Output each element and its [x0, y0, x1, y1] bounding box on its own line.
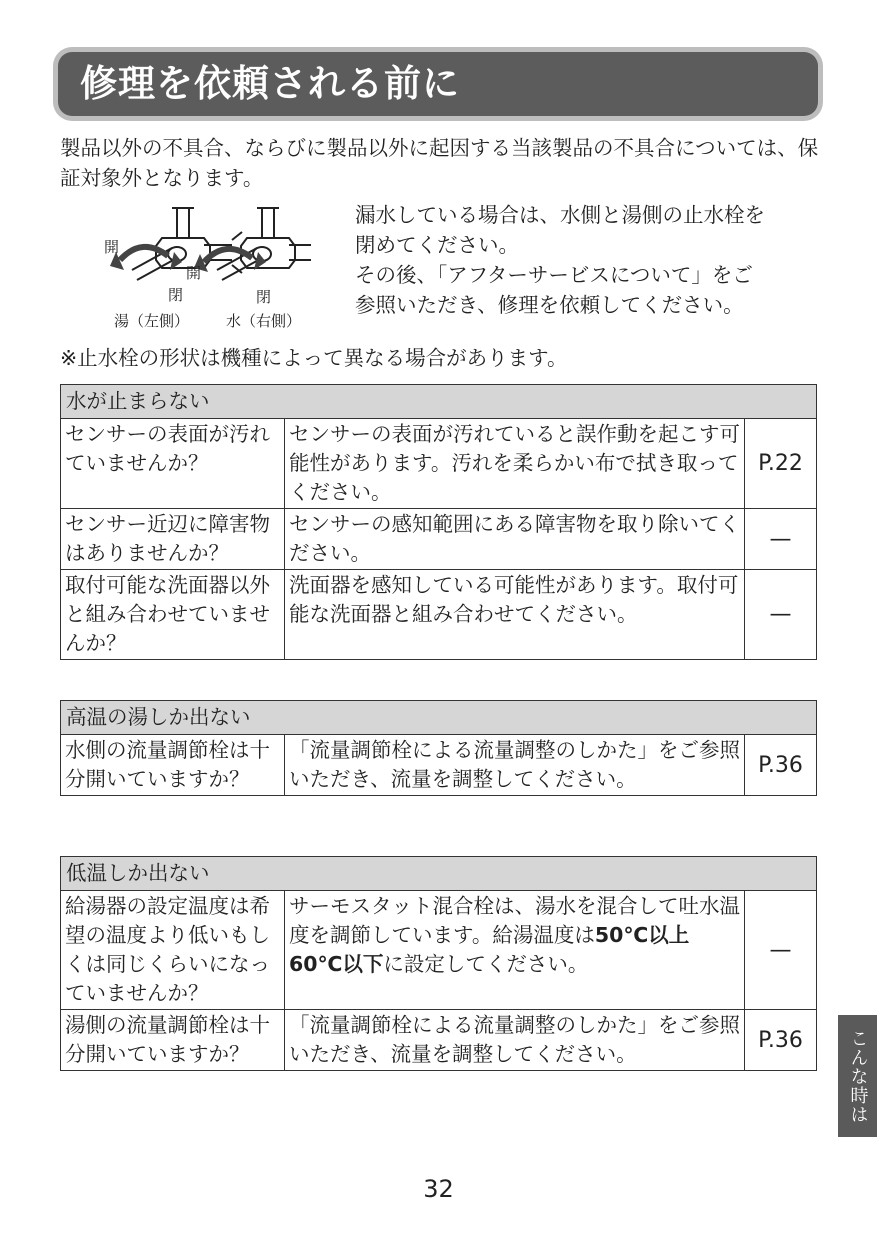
troubleshoot-table-only-hot-water: [60, 700, 817, 796]
check-cell: 水側の流量調節栓は十分開いていますか？: [61, 735, 285, 796]
page-title-bar: [58, 52, 818, 116]
leak-line-4: 参照いただき、修理を依頼してください。: [355, 293, 744, 317]
check-cell: 給湯器の設定温度は希望の温度より低いもしくは同じくらいになっていませんか？: [61, 891, 285, 1010]
close-label-left: 閉: [168, 286, 184, 304]
table-row: [61, 570, 817, 660]
intro-text: 製品以外の不具合、ならびに製品以外に起因する当該製品の不具合については、保証対象外となります。: [60, 136, 819, 190]
check-cell: センサー近辺に障害物はありませんか？: [61, 509, 285, 570]
action-cell: [285, 891, 745, 1010]
action-cell: センサーの感知範囲にある障害物を取り除いてください。: [285, 509, 745, 570]
hot-side-caption: 湯（左側）: [114, 312, 190, 330]
table-row: [61, 735, 817, 796]
page-ref-cell: —: [745, 509, 817, 570]
leak-line-2: 閉めてください。: [355, 233, 519, 257]
page-ref-cell: P.22: [745, 419, 817, 509]
page-title: 修理を依頼される前に: [80, 62, 460, 105]
check-cell: 取付可能な洗面器以外と組み合わせていませんか？: [61, 570, 285, 660]
check-cell: センサーの表面が汚れていませんか？: [61, 419, 285, 509]
table-header: 高温の湯しか出ない: [61, 701, 817, 735]
troubleshoot-table-only-low-temp: [60, 856, 817, 1071]
page-ref-cell: P.36: [745, 1010, 817, 1071]
table-header: 水が止まらない: [61, 385, 817, 419]
table-row: [61, 891, 817, 1010]
page-ref-cell: —: [745, 570, 817, 660]
water-side-caption: 水（右側）: [226, 312, 302, 330]
action-text: サーモスタット混合栓は、湯水を混合して吐水温度を調節しています。給湯温度は: [289, 894, 740, 947]
action-cell: センサーの表面が汚れていると誤作動を起こす可能性があります。汚れを柔らかい布で拭き取ってください。: [285, 419, 745, 509]
action-cell: 「流量調節栓による流量調整のしかた」をご参照いただき、流量を調整してください。: [285, 1010, 745, 1071]
action-cell: 「流量調節栓による流量調整のしかた」をご参照いただき、流量を調整してください。: [285, 735, 745, 796]
section-tab[interactable]: こんな時は: [838, 1015, 877, 1137]
valve-shape-note: ※止水栓の形状は機種によって異なる場合があります。: [60, 346, 568, 370]
leak-line-3: その後、「アフターサービスについて」をご: [355, 263, 753, 287]
page-number: 32: [423, 1175, 454, 1203]
page-ref-cell: —: [745, 891, 817, 1010]
table-row: [61, 509, 817, 570]
table-row: [61, 1010, 817, 1071]
action-cell: 洗面器を感知している可能性があります。取付可能な洗面器と組み合わせてください。: [285, 570, 745, 660]
close-label-right: 閉: [256, 288, 272, 306]
table-header: 低温しか出ない: [61, 857, 817, 891]
page-ref-cell: P.36: [745, 735, 817, 796]
open-label-right: 開: [186, 264, 202, 282]
valve-figure: [92, 200, 322, 340]
open-label-left: 開: [104, 238, 120, 256]
check-cell: 湯側の流量調節栓は十分開いていますか？: [61, 1010, 285, 1071]
temperature-range: 50℃以上 60℃以下: [289, 923, 690, 976]
action-text-end: に設定してください。: [383, 952, 589, 976]
table-row: [61, 419, 817, 509]
leak-line-1: 漏水している場合は、水側と湯側の止水栓を: [355, 203, 765, 227]
leak-instructions: [355, 200, 825, 320]
troubleshoot-table-water-not-stopping: [60, 384, 817, 660]
